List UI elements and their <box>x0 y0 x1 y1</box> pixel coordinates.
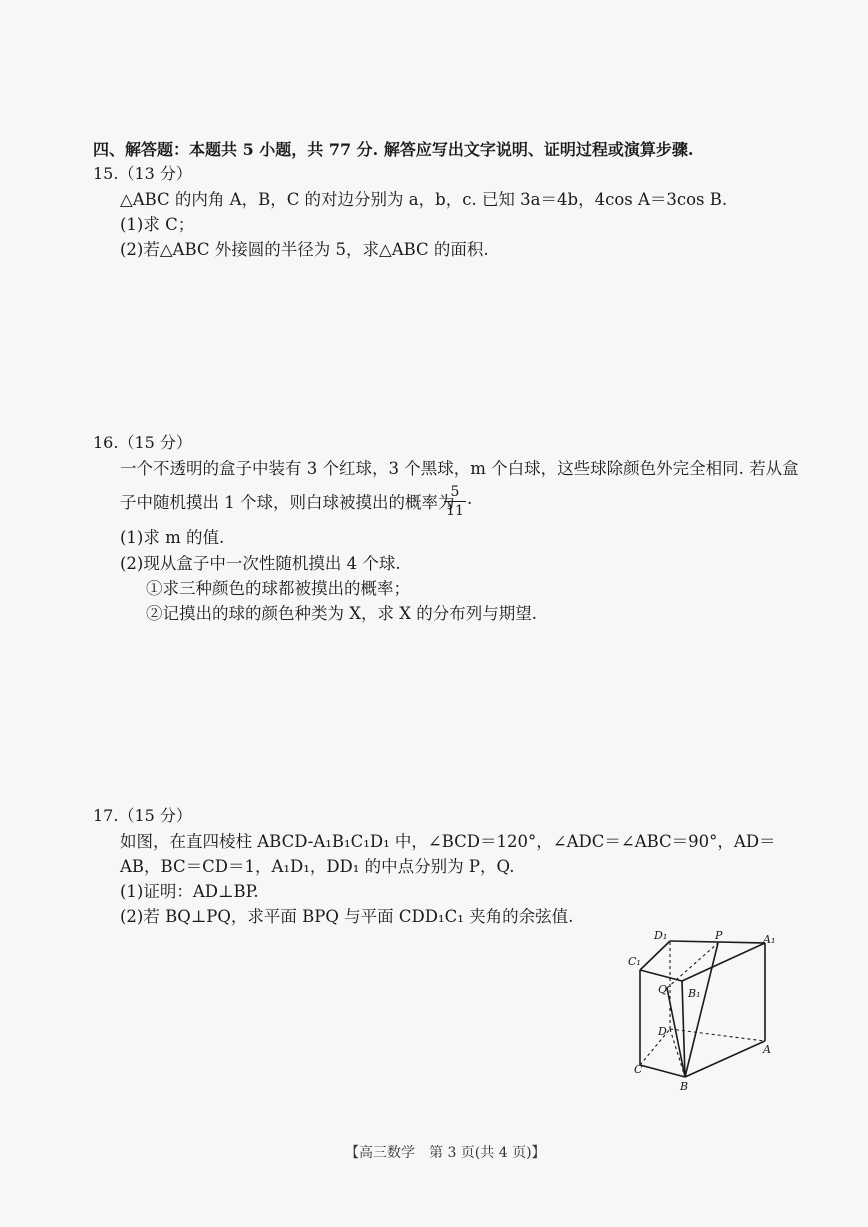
q16-stem-end: . <box>467 489 473 508</box>
q16-part2: (2)现从盒子中一次性随机摸出 4 个球. <box>120 554 401 573</box>
q17-stem-line2: AB，BC＝CD＝1，A₁D₁，DD₁ 的中点分别为 P，Q. <box>120 857 515 876</box>
label-c1: C₁ <box>628 955 641 968</box>
label-a: A <box>763 1043 771 1056</box>
prism-figure <box>620 925 790 1095</box>
edge-c1-d1 <box>640 941 670 970</box>
fraction-numerator: 5 <box>450 484 460 500</box>
segment-b-p <box>685 943 718 1077</box>
q15-part2: (2)若△ABC 外接圆的半径为 5，求△ABC 的面积. <box>120 240 489 259</box>
q15-stem: △ABC 的内角 A，B，C 的对边分别为 a，b，c. 已知 3a＝4b，4cos A＝3cos B. <box>120 190 728 209</box>
q16-stem-line1: 一个不透明的盒子中装有 3 个红球，3 个黑球，m 个白球，这些球除颜色外完全相同. 若从盒 <box>120 459 799 478</box>
label-b: B <box>680 1080 689 1093</box>
edge-c-b <box>640 1065 685 1077</box>
prism-diagram <box>620 925 790 1095</box>
label-q: Q <box>658 983 668 996</box>
label-a1: A₁ <box>763 933 776 946</box>
label-b1: B₁ <box>688 987 701 1000</box>
q16-stem-line2: 子中随机摸出 1 个球，则白球被摸出的概率为 <box>120 493 455 512</box>
label-d: D <box>658 1025 667 1038</box>
q17-part1: (1)证明：AD⊥BP. <box>120 882 259 901</box>
q15-part1: (1)求 C； <box>120 215 195 234</box>
label-p: P <box>715 929 723 942</box>
hidden-segment-q-p <box>667 943 718 988</box>
q17-stem-line1: 如图，在直四棱柱 ABCD-A₁B₁C₁D₁ 中，∠BCD＝120°，∠ADC＝∠ABC＝90°，AD＝ <box>120 832 776 851</box>
edge-b-a <box>685 1041 765 1077</box>
edge-c1-b1 <box>640 970 682 981</box>
q16-part1: (1)求 m 的值. <box>120 528 225 547</box>
label-d1: D₁ <box>654 929 668 942</box>
q17-part2: (2)若 BQ⊥PQ，求平面 BPQ 与平面 CDD₁C₁ 夹角的余弦值. <box>120 907 574 926</box>
page-footer: 【高三数学 第 3 页(共 4 页)】 <box>345 1145 546 1161</box>
q16-number: 16.（15 分） <box>93 433 192 452</box>
q16-sub2: ②记摸出的球的颜色种类为 X，求 X 的分布列与期望. <box>146 604 537 623</box>
fraction-denominator: 11 <box>446 503 464 519</box>
probability-fraction <box>444 484 466 519</box>
q16-sub1: ①求三种颜色的球都被摸出的概率； <box>146 579 410 598</box>
q17-number: 17.（15 分） <box>93 806 192 825</box>
q15-number: 15.（13 分） <box>93 164 192 183</box>
label-c: C <box>634 1063 643 1076</box>
fraction-bar <box>444 501 466 502</box>
section-heading: 四、解答题：本题共 5 小题，共 77 分. 解答应写出文字说明、证明过程或演算步骤. <box>93 140 694 159</box>
edge-b1-a1 <box>682 943 765 981</box>
